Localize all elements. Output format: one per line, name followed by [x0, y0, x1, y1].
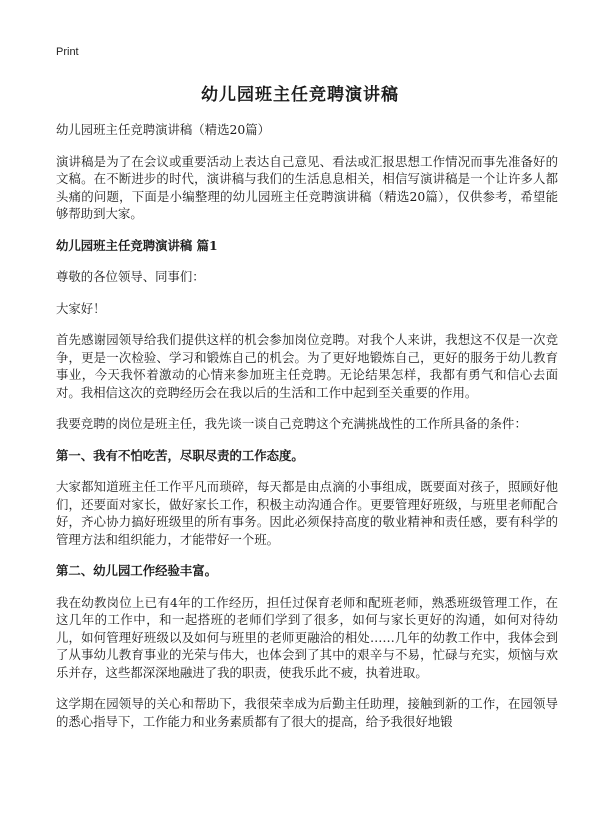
document-body	[56, 121, 558, 744]
section-heading-2: 第二、幼儿园工作经验丰富。	[56, 563, 218, 578]
greeting-paragraph: 尊敬的各位领导、同事们：	[56, 269, 205, 284]
body-paragraph-1: 首先感谢园领导给我们提供这样的机会参加岗位竞聘。对我个人来讲，我想这不仅是一次竞争，更是一次检验、学习和锻炼自己的机会。为了更好地锻炼自己，更好的服务于幼儿教育事业，今天我怀着激动的心情来参加班主任竞聘。无论结果怎样，我都有勇气和信心去面对。我相信这次的竞聘经历会在我以后的生活和工作中起到至关重要的作用。	[56, 332, 558, 400]
body-paragraph-2: 我要竞聘的岗位是班主任，我先谈一谈自己竞聘这个充满挑战性的工作所具备的条件：	[56, 416, 527, 431]
print-link[interactable]: Print	[56, 46, 79, 58]
body-paragraph-5: 这学期在园领导的关心和帮助下，我很荣幸成为后勤主任助理，接触到新的工作，在园领导的悉心指导下，工作能力和业务素质都有了很大的提高，给予我很好地锻	[56, 696, 558, 729]
intro-paragraph: 演讲稿是为了在会议或重要活动上表达自己意见、看法或汇报思想工作情况而事先准备好的文稿。在不断进步的时代，演讲稿与我们的生活息息相关，相信写演讲稿是一个让许多人都头痛的问题，下面是小编整理的幼儿园班主任竞聘演讲稿（精选20篇），仅供参考，希望能够帮助到大家。	[56, 153, 558, 221]
section-heading-1: 第一、我有不怕吃苦，尽职尽责的工作态度。	[56, 447, 304, 463]
document-title: 幼儿园班主任竞聘演讲稿	[201, 85, 399, 105]
body-paragraph-4: 我在幼教岗位上已有4年的工作经历，担任过保育老师和配班老师，熟悉班级管理工作，在这几年的工作中，和一起搭班的老师们学到了很多，如何与家长更好的沟通，如何对待幼儿，如何管理好班级以及如何与班里的老师更融洽的相处……几年的幼教工作中，我体会到了从事幼儿教育事业的光荣与伟大，也体会到了其中的艰辛与不易，忙碌与充实，烦恼与欢乐并存，这些都深深地融进了我的职责，使我乐此不疲，执着进取。	[56, 594, 558, 680]
document-subtitle: 幼儿园班主任竞聘演讲稿（精选20篇）	[56, 122, 271, 137]
body-paragraph-3: 大家都知道班主任工作平凡而琐碎，每天都是由点滴的小事组成，既要面对孩子，照顾好他们，还要面对家长，做好家长工作，积极主动沟通合作。更要管理好班级，与班里老师配合好，齐心协力搞好班级里的所有事务。因此必须保持高度的敬业精神和责任感，要有科学的管理方法和组织能力，才能带好一个班。	[56, 479, 558, 547]
article-heading: 幼儿园班主任竞聘演讲稿 篇1	[56, 237, 218, 253]
hello-paragraph: 大家好！	[56, 300, 106, 316]
